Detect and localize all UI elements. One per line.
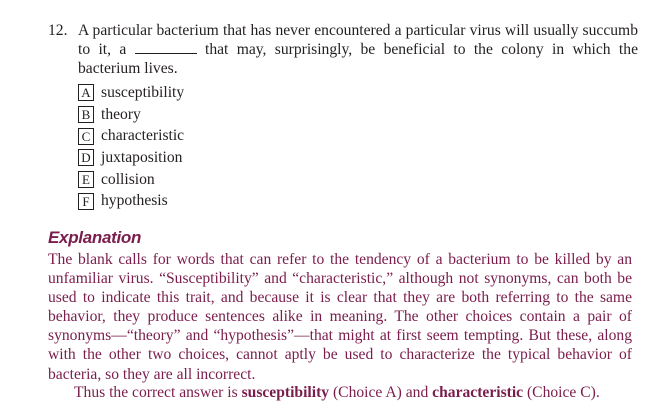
question-text-after-blank: that may, surprisingly, be beneficial to the colony in which the bacterium lives. (78, 41, 638, 78)
option-d[interactable] (78, 147, 184, 169)
question-text-before-blank: A particular bacterium that has never encountered a particular virus will usually succumb to it, a (78, 22, 638, 59)
option-a[interactable] (78, 82, 184, 104)
option-letter-box: E (78, 171, 94, 188)
option-text: theory (101, 105, 141, 123)
conclusion-middle: (Choice A) and (329, 384, 433, 401)
option-text: collision (101, 170, 155, 188)
option-f[interactable] (78, 190, 184, 212)
explanation-conclusion (74, 383, 600, 402)
option-c[interactable] (78, 125, 184, 147)
answer-blank (135, 41, 197, 54)
correct-answer-2: characteristic (432, 384, 524, 401)
explanation-body (48, 250, 632, 384)
correct-answer-1: susceptibility (241, 384, 330, 401)
explanation-heading: Explanation (48, 228, 142, 247)
option-text: susceptibility (101, 83, 185, 101)
option-e[interactable] (78, 169, 184, 191)
option-text: juxtaposition (101, 148, 183, 166)
question-block (48, 21, 638, 79)
option-text: characteristic (101, 127, 185, 145)
option-b[interactable] (78, 104, 184, 126)
option-letter-box: C (78, 128, 94, 145)
option-text: hypothesis (101, 192, 168, 210)
explanation-paragraph: The blank calls for words that can refer to the tendency of a bacterium to be killed by an unfamiliar virus. “Susceptibility” and “characteristic,” although not synonyms, can both be used to indicate this trait, and because it is clear that they are both referring to the same behavior, they produce sentences alike in meaning. The other choices contain a pair of synonyms—“theory” and “hypothesis”—that might at first seem tempting. But these, along with the other two choices, cannot aptly be used to characterize the typical behavior of bacteria, so they are all incorrect. (48, 251, 632, 383)
option-letter-box: F (78, 193, 94, 210)
question-number: 12. (48, 22, 68, 39)
conclusion-suffix: (Choice C). (523, 384, 600, 401)
option-letter-box: D (78, 149, 94, 166)
conclusion-prefix: Thus the correct answer is (74, 384, 242, 401)
answer-options (78, 82, 184, 212)
option-letter-box: A (78, 84, 94, 101)
option-letter-box: B (78, 106, 94, 123)
question-text (78, 21, 638, 79)
